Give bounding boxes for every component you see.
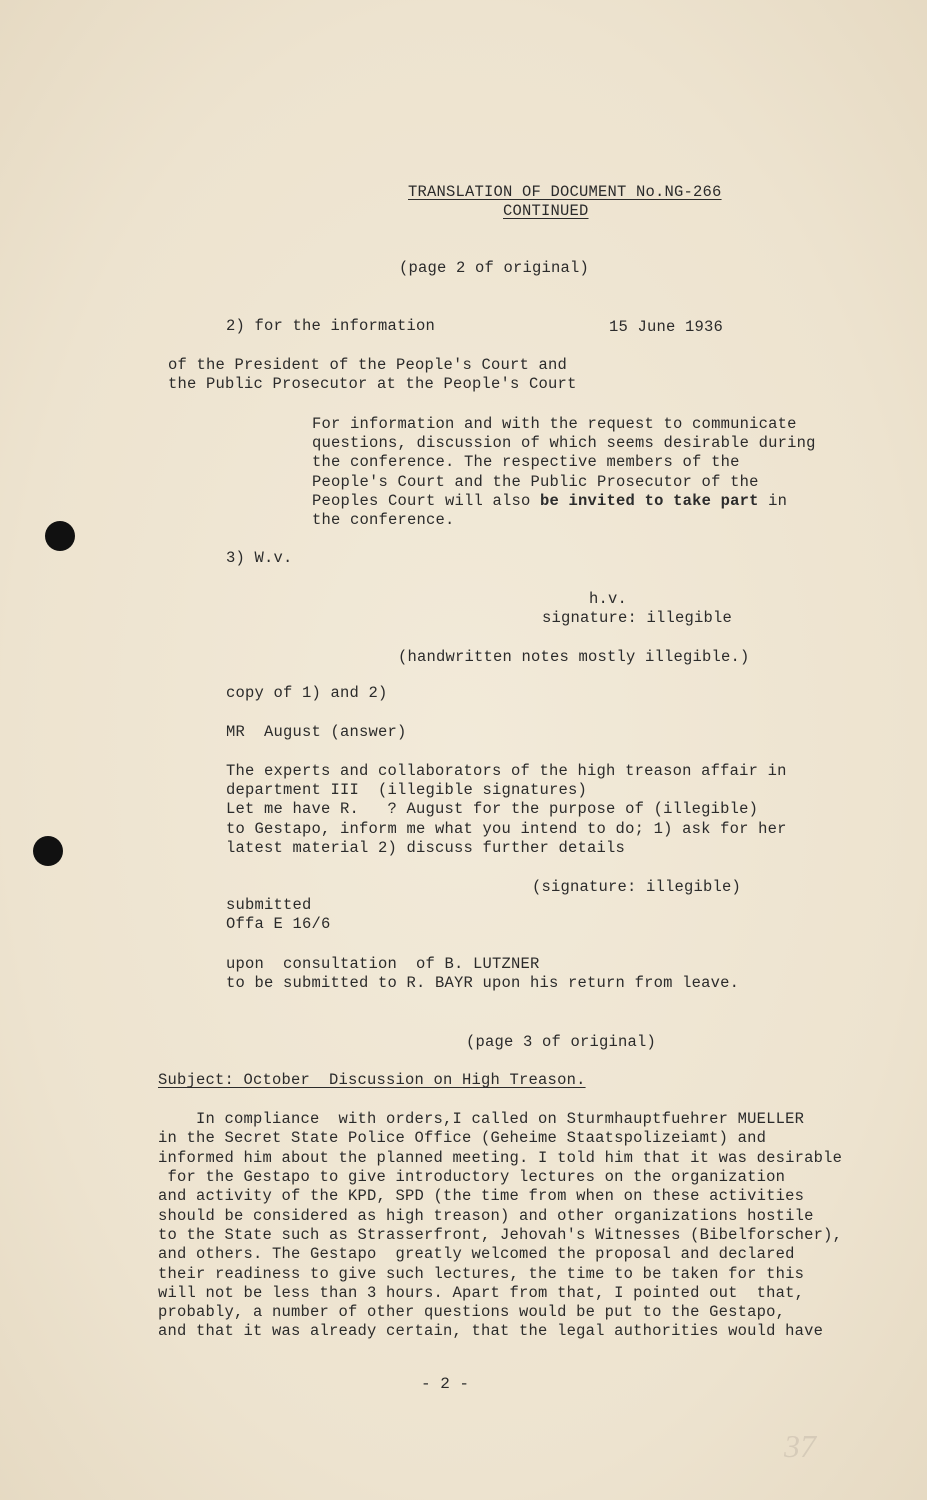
paragraph-line: In compliance with orders,I called on Sturmhauptfuehrer MUELLER (158, 1110, 805, 1128)
paragraph-line: informed him about the planned meeting. I told him that it was desirable (158, 1149, 843, 1167)
experts-line: The experts and collaborators of the high treason affair in (226, 762, 787, 780)
subject-line: Subject: October Discussion on High Treason. (158, 1071, 586, 1089)
experts-line: Let me have R. ? August for the purpose of (illegible) (226, 800, 759, 818)
body-line (312, 492, 787, 511)
submitted-line: submitted (226, 896, 312, 914)
submitted-line: Offa E 16/6 (226, 915, 331, 933)
punch-hole-top (45, 521, 75, 551)
stamp-number: 37 (784, 1428, 816, 1464)
paragraph-line: to the State such as Strasserfront, Jehovah's Witnesses (Bibelforscher), (158, 1226, 843, 1244)
paragraph-line: should be considered as high treason) and other organizations hostile (158, 1207, 814, 1225)
copy-note: copy of 1) and 2) (226, 684, 388, 702)
paragraph-line: and activity of the KPD, SPD (the time from when on these activities (158, 1187, 805, 1205)
experts-line: department III (illegible signatures) (226, 781, 588, 799)
signature-illegible: signature: illegible (542, 609, 733, 627)
consultation-line: to be submitted to R. BAYR upon his return from leave. (226, 974, 740, 992)
mr-note: MR August (answer) (226, 723, 407, 741)
paragraph-line: for the Gestapo to give introductory lectures on the organization (158, 1168, 786, 1186)
paragraph-line: and others. The Gestapo greatly welcomed the proposal and declared (158, 1245, 795, 1263)
page-marker-2: (page 2 of original) (399, 259, 590, 277)
consultation-line: upon consultation of B. LUTZNER (226, 955, 540, 973)
item2-label: 2) for the information (226, 317, 436, 335)
experts-line: to Gestapo, inform me what you intend to do; 1) ask for her (226, 820, 787, 838)
body-line: People's Court and the Public Prosecutor of the (312, 473, 759, 491)
item3-label: 3) W.v. (226, 549, 293, 567)
paragraph-line: and that it was already certain, that the legal authorities would have (158, 1322, 824, 1340)
body-line: questions, discussion of which seems desirable during (312, 434, 816, 452)
page-number: - 2 - (421, 1375, 470, 1393)
paragraph-line: probably, a number of other questions would be put to the Gestapo, (158, 1303, 786, 1321)
punch-hole-bottom (33, 836, 63, 866)
paragraph-line: their readiness to give such lectures, the time to be taken for this (158, 1265, 805, 1283)
header-subtitle: CONTINUED (503, 202, 589, 220)
paragraph-line: will not be less than 3 hours. Apart from that, I pointed out that, (158, 1284, 805, 1302)
body-line: the conference. The respective members of the (312, 453, 740, 471)
body-line-start: Peoples Court will also (312, 492, 541, 510)
body-line-tail: in (758, 492, 788, 510)
experts-line: latest material 2) discuss further details (226, 839, 626, 857)
recipient-line: the Public Prosecutor at the People's Court (168, 375, 577, 393)
signature-hv: h.v. (589, 590, 628, 608)
item2-date: 15 June 1936 (609, 318, 724, 336)
overtyped-text: be invited to take part (540, 492, 759, 510)
header-title: TRANSLATION OF DOCUMENT No.NG-266 (408, 183, 722, 201)
signature-2: (signature: illegible) (532, 878, 742, 896)
body-line: For information and with the request to communicate (312, 415, 797, 433)
paragraph-line: in the Secret State Police Office (Geheime Staatspolizeiamt) and (158, 1129, 767, 1147)
handwritten-note: (handwritten notes mostly illegible.) (398, 648, 750, 666)
page-marker-3: (page 3 of original) (466, 1033, 657, 1051)
recipient-line: of the President of the People's Court and (168, 356, 568, 374)
body-line: the conference. (312, 511, 455, 529)
